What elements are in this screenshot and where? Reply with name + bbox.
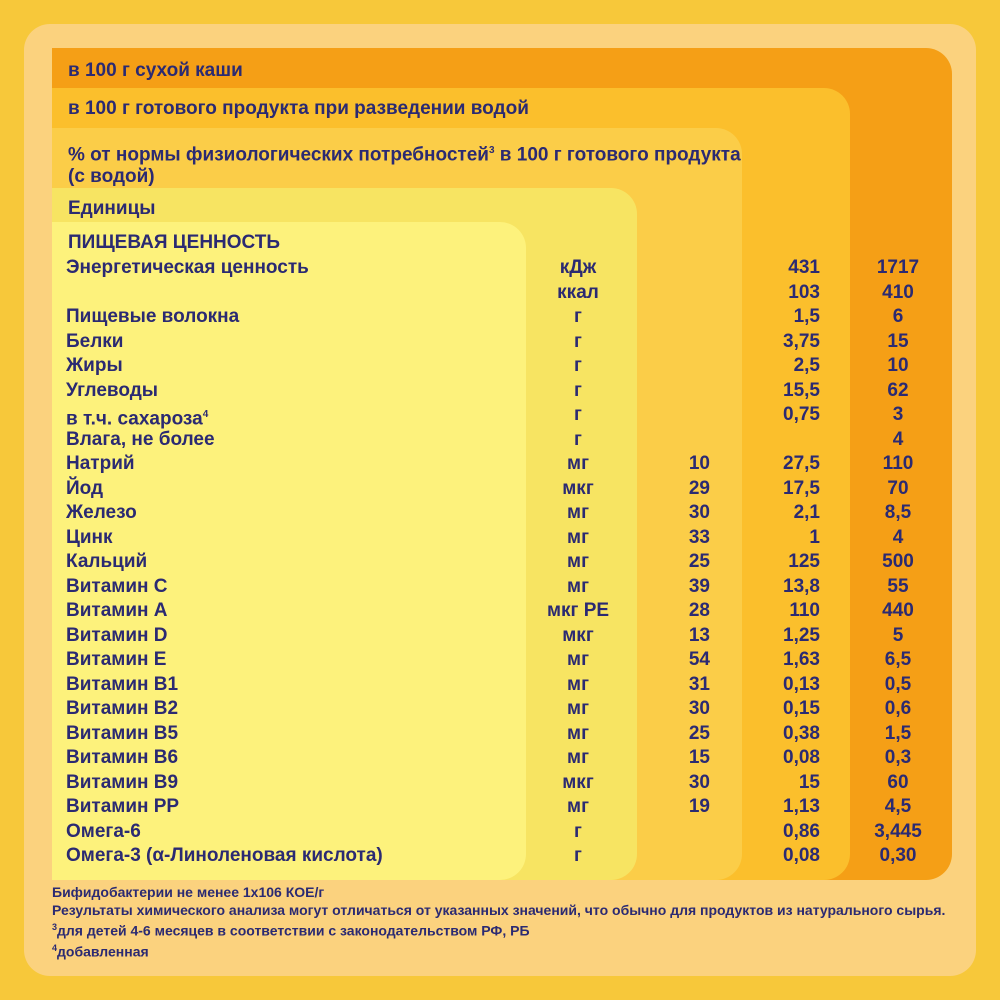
unit-cell: мкг РЕ — [546, 600, 610, 621]
nutrient-name-text: Жиры — [66, 355, 123, 376]
ready-value-cell: 0,38 — [783, 722, 820, 744]
footnote-mark: 4 — [202, 409, 209, 420]
table-row — [0, 305, 1000, 330]
ready-value-cell: 1,25 — [783, 624, 820, 646]
table-row — [0, 354, 1000, 379]
nutrient-name-text: Витамин D — [66, 624, 168, 646]
ready-value-cell: 1,13 — [783, 796, 820, 817]
header-percent-text-end: в 100 г готового продукта — [494, 144, 741, 166]
table-row — [0, 771, 1000, 796]
unit-cell: мкг — [562, 624, 594, 646]
table-row — [0, 697, 1000, 722]
nutrient-name — [66, 795, 179, 819]
nutrient-name — [66, 428, 215, 452]
dry-value-cell: 1,5 — [884, 722, 912, 744]
percent-cell: 30 — [688, 771, 710, 793]
dry-value-cell: 4,5 — [884, 796, 912, 817]
unit-cell: г — [574, 306, 582, 327]
percent-cell: 13 — [688, 624, 710, 646]
table-row — [0, 403, 1000, 428]
nutrient-name-text: Витамин В1 — [66, 673, 179, 695]
nutrient-name-text: Пищевые волокна — [66, 306, 240, 327]
ready-value-cell: 27,5 — [783, 453, 820, 474]
nutrient-name — [66, 844, 383, 868]
table-row — [0, 722, 1000, 747]
nutrient-name-text: Витамин В9 — [66, 771, 179, 793]
percent-cell: 25 — [688, 551, 710, 572]
ready-value-cell: 17,5 — [783, 477, 820, 499]
header-percent-text-2: (с водой) — [68, 166, 155, 188]
unit-cell: г — [574, 355, 582, 376]
nutrient-name — [66, 746, 178, 770]
percent-cell: 28 — [688, 600, 710, 621]
dry-value-cell: 5 — [892, 624, 904, 646]
table-row — [0, 428, 1000, 453]
nutrient-name-text: Натрий — [66, 453, 135, 474]
unit-cell: г — [574, 404, 582, 425]
dry-value-cell: 0,6 — [884, 698, 912, 719]
dry-value-cell: 62 — [887, 379, 909, 401]
nutrient-name — [66, 477, 103, 501]
footnotes — [52, 884, 982, 961]
dry-value-cell: 8,5 — [884, 502, 912, 523]
ready-value-cell: 1,63 — [783, 649, 820, 670]
nutrient-name-text: Углеводы — [66, 379, 158, 401]
ready-value-cell: 0,08 — [783, 747, 820, 768]
table-row — [0, 820, 1000, 845]
unit-cell: мг — [567, 796, 589, 817]
unit-cell: г — [574, 428, 582, 450]
nutrient-name-text: Цинк — [66, 526, 113, 548]
nutrient-name-text: Витамин В6 — [66, 747, 179, 768]
footnote-chem: Результаты химического анализа могут отличаться от указанных значений, что обычно для продуктов из натурального сырья. — [52, 901, 946, 918]
nutrient-name-text: Омега-3 (α-Линоленовая кислота) — [66, 845, 383, 866]
ready-value-cell: 2,1 — [793, 502, 820, 523]
nutrient-name-text: Железо — [66, 502, 137, 523]
dry-value-cell: 6 — [892, 306, 904, 327]
nutrient-name-text: Омега-6 — [66, 820, 141, 842]
table-row — [0, 452, 1000, 477]
nutrient-name — [66, 501, 137, 525]
table-row — [0, 795, 1000, 820]
nutrient-name-text: Белки — [66, 330, 124, 352]
dry-value-cell: 3 — [892, 404, 904, 425]
dry-value-cell: 15 — [887, 330, 909, 352]
table-row — [0, 575, 1000, 600]
footnote-3-text: для детей 4-6 месяцев в соответствии с законодательством РФ, РБ — [57, 922, 530, 939]
ready-value-cell: 0,86 — [783, 820, 820, 842]
nutrient-name-text: Витамин РР — [66, 796, 180, 817]
footnote-3-mark: 3 — [52, 922, 58, 932]
unit-cell: г — [574, 379, 582, 401]
dry-value-cell: 440 — [882, 600, 914, 621]
ready-value-cell: 2,5 — [793, 355, 820, 376]
ready-value-cell: 1,5 — [793, 306, 820, 327]
dry-value-cell: 1717 — [876, 257, 920, 278]
footnote-mark-3: 3 — [488, 145, 495, 156]
footnote-3 — [52, 919, 982, 940]
dry-value-cell: 60 — [887, 771, 909, 793]
dry-value-cell: 55 — [887, 575, 909, 597]
dry-value-cell: 4 — [892, 526, 904, 548]
unit-cell: мг — [567, 747, 589, 768]
footnote-bifido: Бифидобактерии не менее 1х106 КОЕ/г — [52, 884, 325, 900]
footnote-4 — [52, 940, 982, 961]
nutrient-name — [66, 697, 178, 721]
percent-cell: 25 — [688, 722, 710, 744]
unit-cell: мг — [567, 453, 589, 474]
dry-value-cell: 0,3 — [884, 747, 912, 768]
table-row — [0, 281, 1000, 306]
ready-value-cell: 13,8 — [783, 575, 820, 597]
nutrient-name-text: Витамин С — [66, 575, 168, 597]
nutrient-name — [66, 452, 135, 476]
header-percent-text: % от нормы физиологических потребностей — [68, 144, 489, 166]
unit-cell: г — [574, 330, 582, 352]
percent-cell: 29 — [688, 477, 710, 499]
percent-cell: 19 — [688, 796, 710, 817]
nutrient-name — [66, 550, 147, 574]
nutrient-name-text: Энергетическая ценность — [66, 257, 309, 278]
ready-value-cell: 1 — [809, 526, 820, 548]
nutrient-name — [66, 305, 239, 329]
ready-value-cell: 15,5 — [783, 379, 820, 401]
unit-cell: г — [574, 820, 582, 842]
table-row — [0, 330, 1000, 355]
nutrient-name-text: Витамин А — [66, 600, 168, 621]
table-row — [0, 648, 1000, 673]
dry-value-cell: 110 — [882, 453, 914, 474]
table-row — [0, 844, 1000, 869]
unit-cell: мг — [567, 502, 589, 523]
percent-cell: 30 — [688, 502, 710, 523]
nutrient-name-text: Кальций — [66, 551, 148, 572]
nutrient-name — [66, 526, 113, 550]
footnote-4-mark: 4 — [52, 943, 58, 954]
nutrient-name — [66, 648, 166, 672]
ready-value-cell: 103 — [788, 281, 820, 303]
unit-cell: г — [574, 845, 582, 866]
header-units: Единицы — [68, 198, 156, 219]
table-row — [0, 746, 1000, 771]
table-row — [0, 673, 1000, 698]
table-row — [0, 599, 1000, 624]
unit-cell: мг — [567, 722, 589, 744]
table-row — [0, 379, 1000, 404]
nutrient-name-text: Влага, не более — [66, 428, 215, 450]
dry-value-cell: 3,445 — [874, 820, 922, 842]
nutrient-name — [66, 820, 141, 844]
ready-value-cell: 431 — [788, 257, 820, 278]
header-ready: в 100 г готового продукта при разведении водой — [68, 98, 529, 119]
nutrient-name — [66, 575, 168, 599]
unit-cell: мкг — [562, 477, 594, 499]
nutrient-name-text: Витамин В2 — [66, 698, 179, 719]
footnote-4-text: добавленная — [57, 943, 149, 960]
percent-cell: 54 — [688, 649, 710, 670]
ready-value-cell: 0,13 — [783, 673, 820, 695]
dry-value-cell: 410 — [882, 281, 914, 303]
unit-cell: мг — [567, 698, 589, 719]
nutrient-name-text: Витамин Е — [66, 649, 167, 670]
nutrient-name-text: в т.ч. сахароза — [66, 408, 203, 430]
ready-value-cell: 15 — [798, 771, 820, 793]
dry-value-cell: 10 — [887, 355, 909, 376]
nutrient-name — [66, 354, 123, 378]
table-row — [0, 526, 1000, 551]
ready-value-cell: 125 — [788, 551, 820, 572]
ready-value-cell: 0,15 — [783, 698, 820, 719]
ready-value-cell: 110 — [789, 600, 820, 621]
nutrient-name — [66, 599, 168, 623]
unit-cell: мг — [567, 526, 589, 548]
table-row — [0, 624, 1000, 649]
dry-value-cell: 0,5 — [884, 673, 912, 695]
percent-cell: 39 — [688, 575, 710, 597]
nutrition-table — [0, 256, 1000, 869]
dry-value-cell: 4 — [892, 428, 904, 450]
percent-cell: 10 — [688, 453, 710, 474]
unit-cell: кДж — [559, 257, 597, 278]
table-row — [0, 477, 1000, 502]
header-percent — [68, 140, 741, 188]
percent-cell: 31 — [688, 673, 710, 695]
dry-value-cell: 6,5 — [884, 649, 912, 670]
unit-cell: мг — [567, 649, 589, 670]
table-row — [0, 501, 1000, 526]
dry-value-cell: 0,30 — [879, 845, 917, 866]
header-dry: в 100 г сухой каши — [68, 60, 243, 81]
unit-cell: мг — [567, 551, 589, 572]
percent-cell: 15 — [688, 747, 710, 768]
nutrient-name — [66, 673, 178, 697]
nutrient-name-text: Йод — [66, 477, 104, 499]
table-row — [0, 256, 1000, 281]
nutrient-name — [66, 624, 168, 648]
nutrient-name — [66, 256, 309, 280]
nutrient-name-text: Витамин В5 — [66, 722, 179, 744]
unit-cell: мг — [567, 575, 589, 597]
nutrient-name — [66, 722, 178, 746]
ready-value-cell: 0,08 — [783, 845, 820, 866]
percent-cell: 33 — [688, 526, 710, 548]
percent-cell: 30 — [688, 698, 710, 719]
nutrient-name — [66, 379, 158, 403]
unit-cell: мг — [567, 673, 589, 695]
ready-value-cell: 0,75 — [783, 404, 820, 425]
dry-value-cell: 500 — [882, 551, 914, 572]
section-title: ПИЩЕВАЯ ЦЕННОСТЬ — [68, 232, 281, 253]
table-row — [0, 550, 1000, 575]
nutrient-name — [66, 771, 178, 795]
unit-cell: мкг — [562, 771, 594, 793]
unit-cell: ккал — [557, 281, 599, 303]
ready-value-cell: 3,75 — [783, 330, 820, 352]
nutrient-name — [66, 330, 123, 354]
dry-value-cell: 70 — [887, 477, 909, 499]
